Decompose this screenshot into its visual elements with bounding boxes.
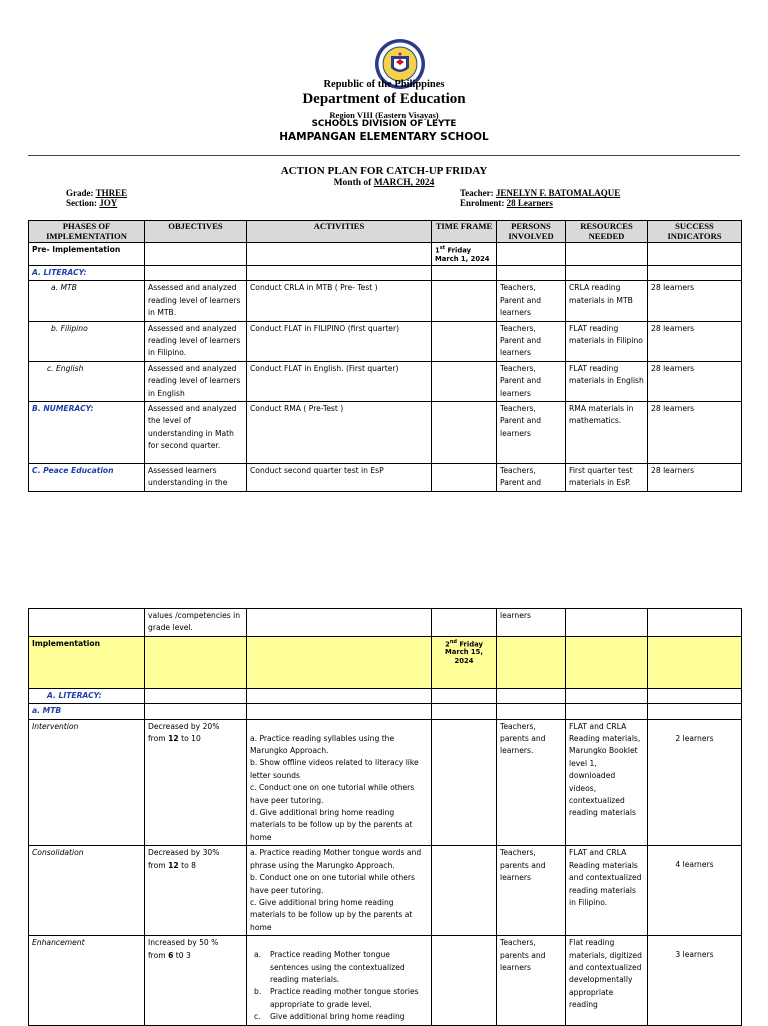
objective-from: from — [148, 734, 169, 744]
header-region: Region VIII (Eastern Visayas) — [329, 110, 439, 120]
resources-cell: Flat reading materials, digitized and contextualized developmentally appropriate reading — [566, 936, 648, 1025]
activity-cell: Conduct CRLA in MTB ( Pre- Test ) — [247, 281, 432, 321]
activity-cell — [247, 719, 432, 846]
phase-english: c. English — [29, 361, 145, 401]
indicator-cell: 28 learners — [648, 464, 742, 492]
indicator-cell: 3 learners — [648, 936, 742, 1025]
literacy-label: A. LITERACY: — [29, 266, 145, 281]
list-marker: a. — [254, 950, 262, 960]
indicator-cell: 2 learners — [648, 719, 742, 846]
persons-cell: Teachers, Parent and learners — [497, 361, 566, 401]
persons-cell: Teachers, parents and learners — [497, 846, 566, 936]
persons-cell: Teachers, parents and learners. — [497, 719, 566, 846]
enrolment-label: Enrolment: — [460, 198, 507, 208]
col-success: SUCCESS INDICATORS — [648, 221, 742, 243]
list-item: b. Conduct one on one tutorial while others have peer tutoring. — [250, 873, 415, 895]
resources-cell: FLAT and CRLA Reading materials, Marungko Booklet level 1, downloaded videos, contextualized reading materials — [566, 719, 648, 846]
impl-time-num: 2 — [445, 640, 450, 649]
list-marker: b. — [254, 987, 262, 997]
resources-cell: CRLA reading materials in MTB — [566, 281, 648, 321]
list-item: a. Practice reading syllables using the Marungko Approach. — [250, 733, 395, 756]
persons-cell: learners — [497, 609, 566, 637]
objective-cell: values /competencies in grade level. — [145, 609, 247, 637]
impl-time-sup: nd — [449, 638, 457, 645]
table-row — [29, 321, 742, 361]
objective-from: from — [148, 950, 169, 960]
list-item — [254, 949, 428, 986]
objective-num: 12 — [168, 860, 179, 870]
activity-cell — [247, 846, 432, 936]
resources-cell: RMA materials in mathematics. — [566, 402, 648, 464]
resources-cell: FLAT reading materials in Filipino — [566, 321, 648, 361]
objective-to: to 8 — [178, 860, 196, 870]
phase-peace-education: C. Peace Education — [29, 464, 145, 492]
persons-cell: Teachers, parents and learners — [497, 936, 566, 1025]
enhancement-activity-list — [250, 949, 428, 1023]
persons-cell: Teachers, Parent and — [497, 464, 566, 492]
indicator-cell: 28 learners — [648, 281, 742, 321]
phase-numeracy: B. NUMERACY: — [29, 402, 145, 464]
indicator-cell: 28 learners — [648, 321, 742, 361]
impl-time-year: 2024 — [454, 656, 474, 665]
objective-cell: Assessed learners understanding in the — [145, 464, 247, 492]
list-item: d. Give additional bring home reading materials to be follow up by the parents at home — [250, 808, 413, 842]
resources-cell: First quarter test materials in EsP. — [566, 464, 648, 492]
teacher-line — [460, 188, 620, 198]
persons-cell: Teachers, Parent and learners — [497, 321, 566, 361]
indicator-cell: 4 learners — [648, 846, 742, 936]
grade-value: THREE — [95, 188, 128, 198]
resources-cell: FLAT reading materials in English — [566, 361, 648, 401]
literacy-label: A. LITERACY: — [29, 688, 145, 703]
enrolment-line — [460, 198, 553, 208]
col-objectives: OBJECTIVES — [145, 221, 247, 243]
header-republic: Republic of the Philippines — [323, 79, 445, 90]
pre-implementation-label: Pre- Implementation — [29, 243, 145, 266]
impl-time-date: March 15, — [445, 648, 483, 657]
section-label: Section: — [66, 198, 100, 208]
col-phases: PHASES OF IMPLEMENTATION — [29, 221, 145, 243]
objective-cell — [145, 719, 247, 846]
table-row — [29, 281, 742, 321]
indicator-cell: 28 learners — [648, 402, 742, 464]
teacher-label: Teacher: — [460, 188, 496, 198]
table-row — [29, 936, 742, 1025]
activity-cell: Conduct FLAT in FILIPINO (first quarter) — [247, 321, 432, 361]
pre-time-sup: st — [439, 245, 446, 251]
col-time-frame: TIME FRAME — [432, 221, 497, 243]
pre-time-frame — [432, 243, 497, 266]
list-item — [254, 1011, 428, 1023]
objective-cell: Assessed and analyzed reading level of learners in MTB. — [145, 281, 247, 321]
impl-time-frame — [432, 636, 497, 688]
indicator-cell: 28 learners — [648, 361, 742, 401]
objective-text: Increased by 50 % — [148, 938, 219, 948]
month-value: MARCH, 2024 — [373, 178, 435, 188]
activity-cell — [247, 936, 432, 1025]
list-item — [254, 986, 428, 1011]
persons-cell: Teachers, Parent and learners — [497, 281, 566, 321]
list-text: Practice reading Mother tongue sentences using the contextualized reading materials. — [270, 950, 405, 984]
table-row — [29, 846, 742, 936]
grade-label: Grade: — [66, 188, 96, 198]
activity-cell: Conduct RMA ( Pre-Test ) — [247, 402, 432, 464]
table-row — [29, 464, 742, 492]
header-row — [29, 221, 742, 243]
list-text: Give additional bring home reading — [270, 1012, 405, 1022]
header-department: Department of Education — [302, 91, 466, 107]
mtb-row — [29, 704, 742, 719]
header-divider — [28, 155, 740, 156]
plan-title: ACTION PLAN FOR CATCH-UP FRIDAY — [280, 165, 488, 177]
resources-cell: FLAT and CRLA Reading materials and contextualized reading materials in Filipino. — [566, 846, 648, 936]
mtb-label: a. MTB — [29, 704, 145, 719]
activity-cell: Conduct second quarter test in EsP — [247, 464, 432, 492]
objective-text: Decreased by 20% — [148, 721, 220, 731]
list-item: a. Practice reading Mother tongue words and phrase using the Marungko Approach. — [250, 848, 422, 870]
phase-enhancement: Enhancement — [29, 936, 145, 1025]
objective-to: t0 3 — [173, 950, 191, 960]
month-label: Month of — [333, 178, 374, 188]
grade-line — [66, 188, 127, 198]
pre-time-date: March 1, 2024 — [435, 254, 490, 263]
objective-to: to 10 — [178, 734, 201, 744]
persons-cell: Teachers, Parent and learners — [497, 402, 566, 464]
plan-month — [0, 178, 768, 188]
objective-cell: Assessed and analyzed reading level of learners in Filipino. — [145, 321, 247, 361]
objective-from: from — [148, 860, 169, 870]
teacher-value: JENELYN F. BATOMALAQUE — [495, 188, 621, 198]
section-line — [66, 198, 117, 208]
pre-time-num: 1 — [435, 246, 440, 255]
objective-num: 6 — [168, 950, 174, 960]
implementation-row — [29, 636, 742, 688]
pre-time-friday: Friday — [445, 246, 472, 255]
objective-cell: Assessed and analyzed the level of understanding in Math for second quarter. — [145, 402, 247, 464]
objective-cell — [145, 846, 247, 936]
list-item: b. Show offline videos related to literacy like letter sounds — [250, 758, 419, 780]
phase-filipino: b. Filipino — [29, 321, 145, 361]
enrolment-value: 28 Learners — [506, 198, 553, 208]
phase-mtb: a. MTB — [29, 281, 145, 321]
action-plan-table-page2 — [28, 608, 742, 1026]
pre-implementation-row — [29, 243, 742, 266]
table-row — [29, 402, 742, 464]
action-plan-table-page1 — [28, 220, 742, 492]
phase-intervention: Intervention — [29, 719, 145, 846]
header-division: SCHOOLS DIVISION OF LEYTE — [311, 119, 457, 129]
list-item: c. Give additional bring home reading materials to be follow up by the parents at home — [250, 897, 413, 932]
literacy-row — [29, 266, 742, 281]
table-row — [29, 719, 742, 846]
section-value: JOY — [99, 198, 118, 208]
col-resources: RESOURCES NEEDED — [566, 221, 648, 243]
objective-num: 12 — [168, 734, 179, 744]
impl-time-friday: Friday — [456, 640, 483, 649]
phase-consolidation: Consolidation — [29, 846, 145, 936]
col-persons: PERSONS INVOLVED — [497, 221, 566, 243]
header-school: HAMPANGAN ELEMENTARY SCHOOL — [279, 131, 489, 143]
table-row — [29, 361, 742, 401]
literacy-row — [29, 688, 742, 703]
continuation-row — [29, 609, 742, 637]
activity-cell: Conduct FLAT in English. (First quarter) — [247, 361, 432, 401]
list-marker: c. — [254, 1012, 261, 1022]
objective-text: Decreased by 30% — [148, 848, 220, 858]
col-activities: ACTIVITIES — [247, 221, 432, 243]
list-item: c. Conduct one on one tutorial while others have peer tutoring. — [250, 783, 415, 805]
objective-cell: Assessed and analyzed reading level of learners in English — [145, 361, 247, 401]
list-text: Practice reading mother tongue stories appropriate to grade level. — [270, 987, 419, 1009]
implementation-label: Implementation — [29, 636, 145, 688]
objective-cell — [145, 936, 247, 1025]
